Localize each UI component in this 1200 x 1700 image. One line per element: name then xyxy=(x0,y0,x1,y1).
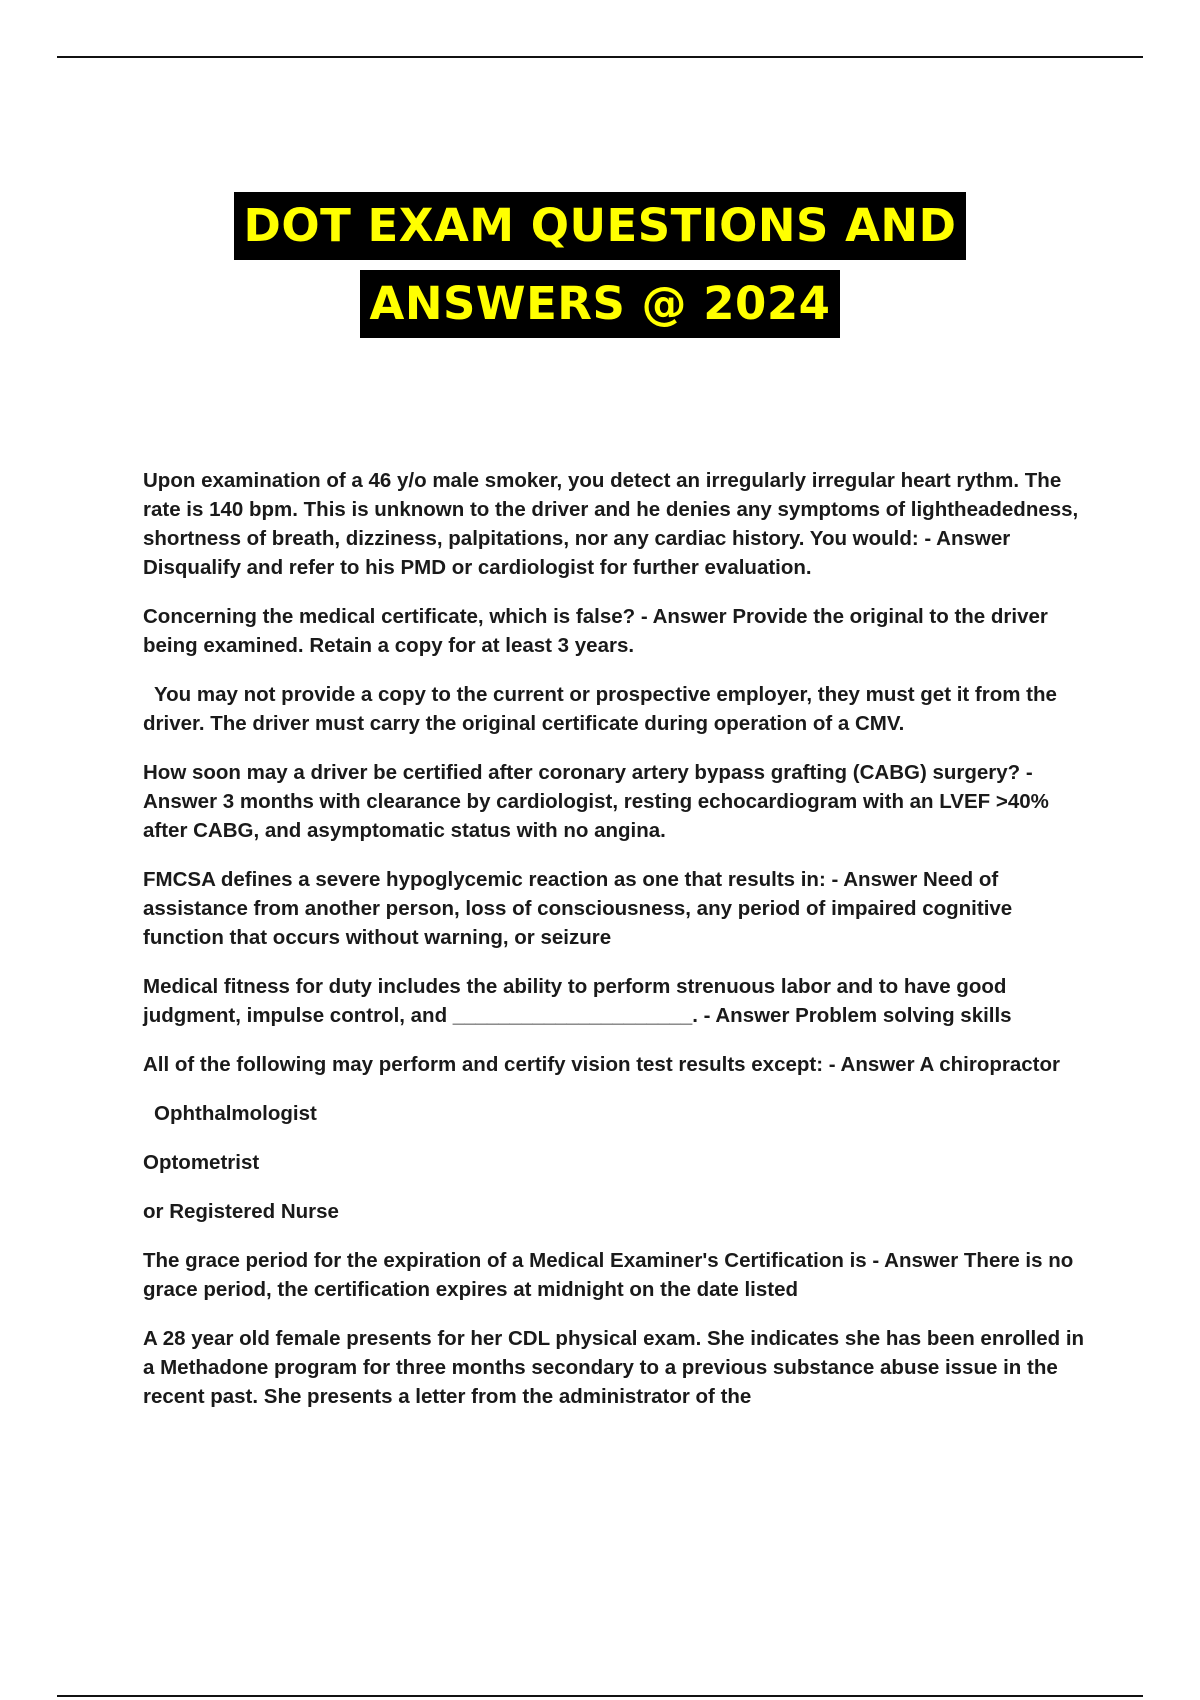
paragraph-vision-question: All of the following may perform and certify vision test results except: - Answer A chiropractor xyxy=(143,1053,1060,1076)
title-line-1: DOT EXAM QUESTIONS AND xyxy=(234,192,967,260)
paragraph-option-optometrist: Optometrist xyxy=(143,1151,260,1174)
paragraph-certificate-copy-note: You may not provide a copy to the current or prospective employer, they must get it from the driver. The driver must carry the original certificate during operation of a CMV. xyxy=(143,683,1057,735)
top-rule xyxy=(57,56,1143,58)
document-body xyxy=(143,466,1098,1431)
document-title xyxy=(0,192,1200,338)
bottom-rule xyxy=(57,1695,1143,1697)
paragraph-option-ophthalmologist: Ophthalmologist xyxy=(154,1102,317,1125)
paragraph-afib-question: Upon examination of a 46 y/o male smoker, you detect an irregularly irregular heart rythm. The rate is 140 bpm. This is unknown to the driver and he denies any symptoms of lightheadedness, shortness of breath, dizziness, palpitations, nor any cardiac history. You would: - Answer Disqualify and refer to his PMD or cardiologist for further evaluation. xyxy=(143,469,1079,579)
paragraph-option-registered-nurse: or Registered Nurse xyxy=(143,1200,339,1223)
paragraph-grace-period-question: The grace period for the expiration of a Medical Examiner's Certification is - Answer There is no grace period, the certification expires at midnight on the date listed xyxy=(143,1249,1074,1301)
paragraph-fitness-question: Medical fitness for duty includes the ability to perform strenuous labor and to have good judgment, impulse control, and _____________________. - Answer Problem solving skills xyxy=(143,975,1012,1027)
paragraph-methadone-question: A 28 year old female presents for her CDL physical exam. She indicates she has been enrolled in a Methadone program for three months secondary to a previous substance abuse issue in the recent past. She presents a letter from the administrator of the xyxy=(143,1327,1085,1408)
paragraph-cabg-question: How soon may a driver be certified after coronary artery bypass grafting (CABG) surgery? - Answer 3 months with clearance by cardiologist, resting echocardiogram with an LVEF >40% after CABG, and asymptomatic status with no angina. xyxy=(143,761,1049,842)
title-line-2: ANSWERS @ 2024 xyxy=(360,270,841,338)
paragraph-hypoglycemic-question: FMCSA defines a severe hypoglycemic reaction as one that results in: - Answer Need of assistance from another person, loss of consciousness, any period of impaired cognitive function that occurs without warning, or seizure xyxy=(143,868,1013,949)
paragraph-medical-certificate-question: Concerning the medical certificate, which is false? - Answer Provide the original to the driver being examined. Retain a copy for at least 3 years. xyxy=(143,605,1048,657)
